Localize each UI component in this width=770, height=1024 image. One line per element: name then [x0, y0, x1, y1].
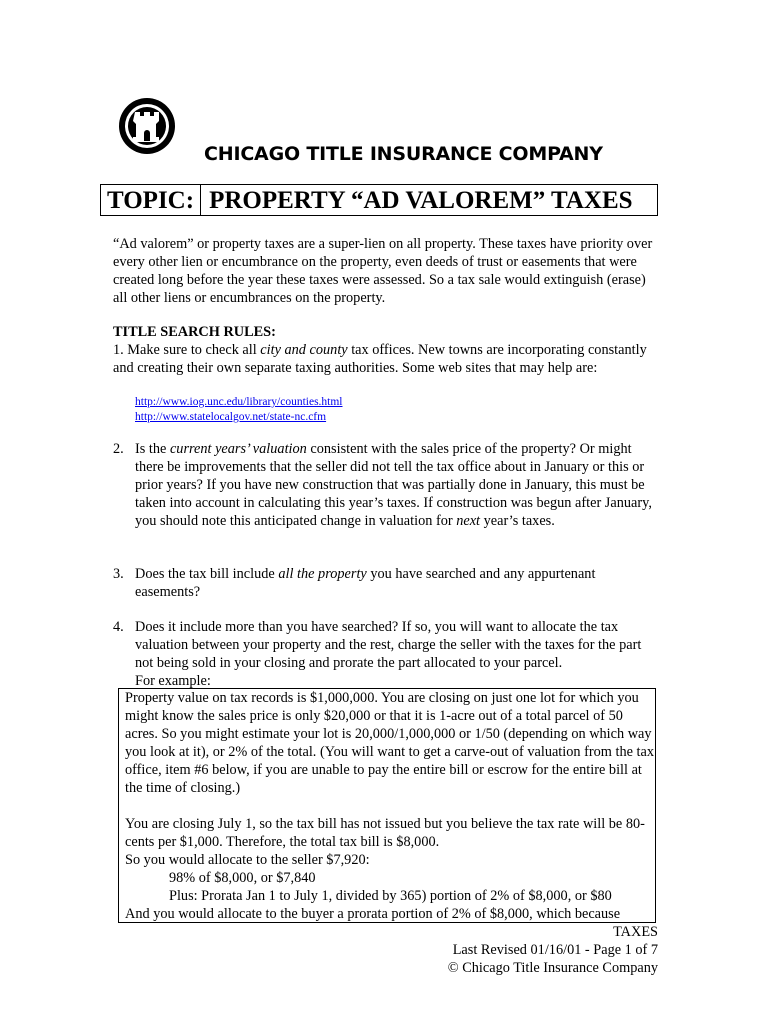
example-paragraph-2: You are closing July 1, so the tax bill has not issued but you believe the tax rate will be 80-cents per $1,000. Therefore, the total tax bill is $8,000.	[125, 816, 645, 850]
rule-1-pre: 1. Make sure to check all	[113, 342, 261, 358]
rule-2-post: year’s taxes.	[480, 513, 555, 529]
rule-3-emphasis: all the property	[278, 566, 367, 582]
footer-section: TAXES	[613, 924, 658, 940]
web-links	[135, 395, 343, 425]
example-line-6: And you would allocate to the buyer a prorata portion of 2% of $8,000, which because	[125, 906, 621, 922]
rules-heading: TITLE SEARCH RULES:	[113, 324, 276, 340]
rule-2-emphasis: current years’ valuation	[169, 441, 307, 457]
rule-2	[113, 440, 658, 530]
rule-3-post: you have searched and any appurtenant easements?	[135, 566, 596, 600]
rule-1-post: tax offices. New towns are incorporating constantly and creating their own separate taxing authorities. Some web sites that may help are:	[113, 342, 647, 376]
footer-revised: Last Revised 01/16/01 - Page 1 of 7	[452, 942, 658, 958]
rule-3	[113, 565, 658, 601]
rule-4	[113, 618, 658, 690]
rule-2-pre: Is the	[135, 441, 170, 457]
page-footer	[448, 923, 658, 977]
rule-4-number: 4.	[113, 619, 124, 635]
rule-3-pre: Does the tax bill include	[135, 566, 279, 582]
link-statelocalgov[interactable]: http://www.statelocalgov.net/state-nc.cfm	[135, 411, 327, 423]
topic-title: PROPERTY “AD VALOREM” TAXES	[209, 187, 633, 214]
rule-2-number: 2.	[113, 441, 124, 457]
topic-label: TOPIC:	[101, 185, 201, 215]
castle-tower-icon	[118, 97, 176, 155]
example-box	[118, 688, 656, 923]
rule-2-mid: consistent with the sales price of the property? Or might there be improvements that the seller did not tell the tax office about in January or this or prior years? If you have new construction that was partially done in January, this must be taken into account in calculating this year’s taxes. If construction was begun after January, you should note this anticipated change in valuation for	[135, 441, 652, 529]
rule-3-number: 3.	[113, 566, 124, 582]
rule-4-example-label: For example:	[135, 673, 211, 689]
example-line-4: 98% of $8,000, or $7,840	[169, 870, 316, 886]
intro-paragraph: “Ad valorem” or property taxes are a super-lien on all property. These taxes have priority over every other lien or encumbrance on the property, even deeds of trust or easements that were created long before the year these taxes were assessed. So a tax sale would extinguish (erase) all other liens or encumbrances on the property.	[113, 236, 653, 306]
rule-1-emphasis: city and county	[260, 342, 348, 358]
link-counties[interactable]: http://www.iog.unc.edu/library/counties.html	[135, 396, 343, 408]
rule-1	[113, 341, 658, 377]
example-line-3: So you would allocate to the seller $7,920:	[125, 852, 370, 868]
example-paragraph-1: Property value on tax records is $1,000,000. You are closing on just one lot for which you might know the sales price is only $20,000 or that it is 1-acre out of a total parcel of 50 acres. So you might estimate your lot is 20,000/1,000,000 or 1/50 (depending on which way you look at it), or 2% of the total. (You will want to get a carve-out of valuation from the tax office, item #6 below, if you are unable to pay the entire bill or escrow for the entire bill at the time of closing.)	[125, 690, 654, 796]
company-name: CHICAGO TITLE INSURANCE COMPANY	[204, 143, 603, 165]
footer-copyright: © Chicago Title Insurance Company	[447, 960, 658, 976]
topic-banner	[100, 184, 658, 216]
rule-2-emphasis-next: next	[456, 513, 481, 529]
example-line-5: Plus: Prorata Jan 1 to July 1, divided by 365) portion of 2% of $8,000, or $80	[169, 888, 612, 904]
rule-4-text: Does it include more than you have searched? If so, you will want to allocate the tax valuation between your property and the rest, charge the seller with the taxes for the part not being sold in your closing and prorate the part allocated to your parcel.	[135, 619, 642, 671]
